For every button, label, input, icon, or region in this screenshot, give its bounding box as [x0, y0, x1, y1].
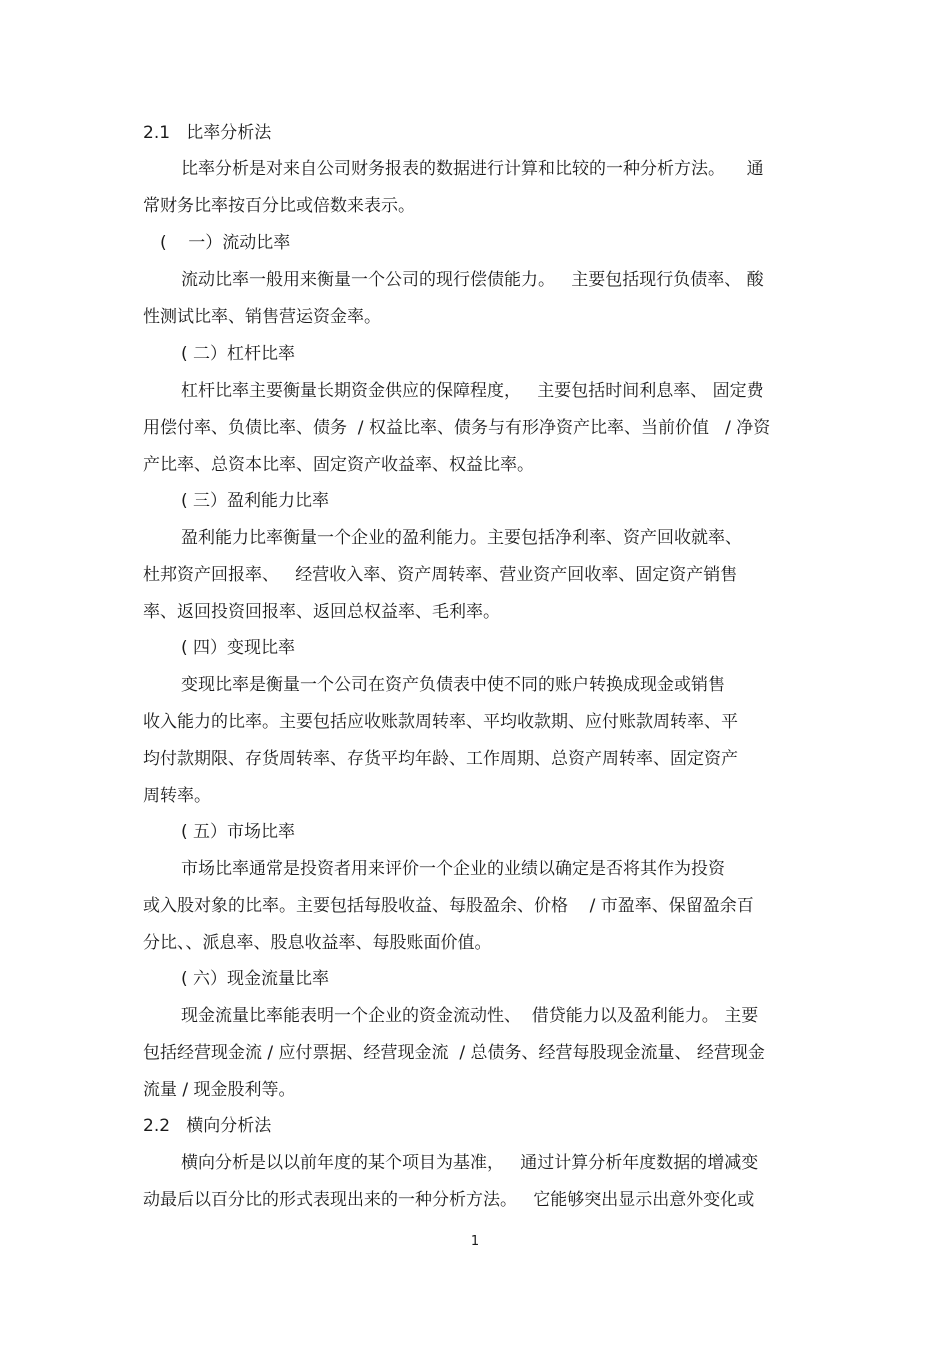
paragraph-line: 横向分析是以以前年度的某个项目为基准， 通过计算分析年度数据的增减变 [181, 1153, 759, 1173]
paragraph-line: 变现比率是衡量一个公司在资产负债表中使不同的账户转换成现金或销售 [181, 675, 725, 695]
paragraph-line: 率、返回投资回报率、返回总权益率、毛利率。 [143, 602, 500, 622]
section-heading: 2.2 横向分析法 [143, 1116, 272, 1136]
paragraph-line: 比率分析是对来自公司财务报表的数据进行计算和比较的一种分析方法。 通 [181, 159, 764, 179]
paragraph-line: 或入股对象的比率。主要包括每股收益、每股盈余、价格 / 市盈率、保留盈余百 [143, 896, 754, 916]
paragraph-line: 杠杆比率主要衡量长期资金供应的保障程度， 主要包括时间利息率、 固定费 [181, 381, 764, 401]
paragraph-line: 包括经营现金流 / 应付票据、经营现金流 / 总债务、经营每股现金流量、 经营现金 [143, 1043, 765, 1063]
subsection-heading: ( 四）变现比率 [181, 638, 296, 658]
subsection-heading: ( 六）现金流量比率 [181, 969, 330, 989]
section-heading: 2.1 比率分析法 [143, 123, 272, 143]
paragraph-line: 杜邦资产回报率、 经营收入率、资产周转率、营业资产回收率、固定资产销售 [143, 565, 738, 585]
paragraph-line: 均付款期限、存货周转率、存货平均年龄、工作周期、总资产周转率、固定资产 [143, 749, 738, 769]
paragraph-line: 市场比率通常是投资者用来评价一个企业的业绩以确定是否将其作为投资 [181, 859, 725, 879]
paragraph-line: 流动比率一般用来衡量一个公司的现行偿债能力。 主要包括现行负债率、 酸 [181, 270, 764, 290]
paragraph-line: 分比、、派息率、股息收益率、每股账面价值。 [143, 933, 492, 953]
paragraph-line: 流量 / 现金股利等。 [143, 1080, 296, 1100]
paragraph-line: 现金流量比率能表明一个企业的资金流动性、 借贷能力以及盈利能力。 主要 [181, 1006, 759, 1026]
paragraph-line: 性测试比率、销售营运资金率。 [143, 307, 381, 327]
subsection-heading: ( 一）流动比率 [160, 233, 291, 253]
paragraph-line: 周转率。 [143, 786, 211, 806]
page-number: 1 [470, 1234, 480, 1249]
subsection-heading: ( 五）市场比率 [181, 822, 296, 842]
paragraph-line: 动最后以百分比的形式表现出来的一种分析方法。 它能够突出显示出意外变化或 [143, 1190, 755, 1210]
paragraph-line: 盈利能力比率衡量一个企业的盈利能力。主要包括净利率、资产回收就率、 [181, 528, 742, 548]
paragraph-line: 常财务比率按百分比或倍数来表示。 [143, 196, 415, 216]
paragraph-line: 产比率、总资本比率、固定资产收益率、权益比率。 [143, 455, 534, 475]
subsection-heading: ( 三）盈利能力比率 [181, 491, 330, 511]
paragraph-line: 用偿付率、负债比率、债务 / 权益比率、债务与有形净资产比率、当前价值 / 净资 [143, 418, 771, 438]
paragraph-line: 收入能力的比率。主要包括应收账款周转率、平均收款期、应付账款周转率、平 [143, 712, 738, 732]
subsection-heading: ( 二）杠杆比率 [181, 344, 296, 364]
